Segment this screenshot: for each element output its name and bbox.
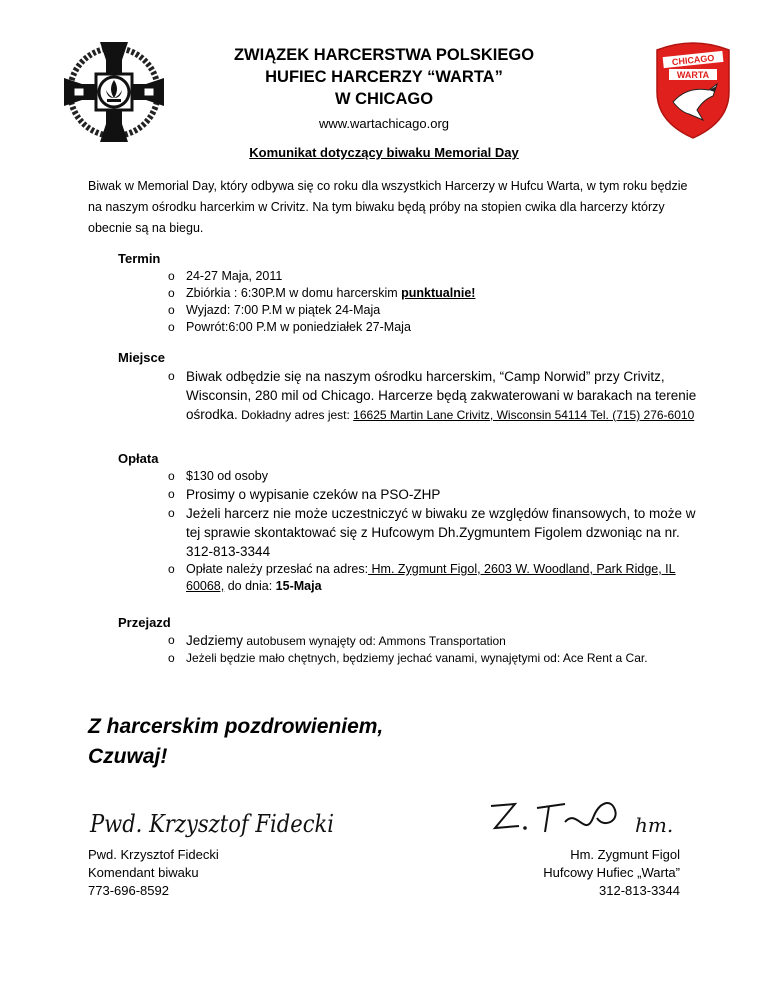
section-oplata (118, 451, 698, 595)
bullet-icon: o (168, 303, 175, 317)
list-item: o Jeżeli harcerz nie może uczestniczyć w biwaku ze względów finansowych, to może w tej sprawie skontaktować się z Hufcowym Dh.Zygmuntem Figolem dzwoniąc na nr. 312-813-3344 (168, 506, 696, 559)
city-name: W CHICAGO (334, 90, 434, 108)
bullet-icon: o (168, 320, 175, 334)
list-item: o Opłate należy przesłać na adres: Hm. Zygmunt Figol, 2603 W. Woodland, Park Ridge, IL 60068, do dnia: 15-Maja (168, 562, 676, 593)
intro-paragraph: Biwak w Memorial Day, który odbywa się co roku dla wszystkich Harcerzy w Hufcu Warta, w tym roku będzie na naszym ośrodku harcerkim w Crivitz. Na tym biwaku będą próby na stopien cwika dla harcerzy którzy obecnie są na biegu. (88, 179, 688, 235)
handwritten-signature-right (485, 788, 685, 844)
signer-name: Hm. Zygmunt Figol (570, 847, 680, 862)
svg-text:hm.: hm. (635, 813, 674, 837)
bullet-icon: o (168, 469, 175, 483)
signature-block-left (88, 846, 219, 900)
bullet-icon: o (168, 286, 175, 300)
bullet-icon: o (168, 562, 175, 576)
section-miejsce (118, 350, 698, 425)
shield-chicago-text: CHICAGO (671, 52, 715, 68)
list-item: o Jeżeli będzie mało chętnych, będziemy jechać vanami, wynajętymi od: Ace Rent a Car. (168, 651, 648, 665)
section-przejazd (118, 615, 698, 667)
handwritten-signature-left (88, 800, 338, 842)
section-title: Termin (118, 251, 161, 266)
letter-header (180, 44, 588, 131)
signer-name: Pwd. Krzysztof Fidecki (88, 847, 219, 862)
signer-phone: 773-696-8592 (88, 883, 169, 898)
bullet-icon: o (168, 487, 175, 501)
bullet-icon: o (168, 651, 175, 665)
signature-block-right (470, 846, 680, 900)
punctuality-emphasis: punktualnie! (401, 286, 476, 300)
list-item: o 24-27 Maja, 2011 (168, 269, 283, 283)
signer-phone: 312-813-3344 (599, 883, 680, 898)
scout-cross-emblem-icon (60, 38, 168, 146)
list-item: o Biwak odbędzie się na naszym ośrodku harcerskim, “Camp Norwid” przy Crivitz, Wisconsin, 280 mil od Chicago. Harcerze będą zakwaterowani w barakach na terenie ośrodka. Dokładny adres jest: 16625 Martin Lane Crivitz, Wisconsin 54114 Tel. (715) 276-6010 (168, 369, 697, 422)
subject-heading: Komunikat dotyczący biwaku Memorial Day (249, 145, 519, 160)
shield-warta-text: WARTA (676, 70, 710, 80)
website-text: www.wartachicago.org (318, 116, 450, 131)
unit-name: HUFIEC HARCERZY “WARTA” (265, 68, 503, 86)
section-title: Opłata (118, 451, 159, 466)
chicago-warta-eagle-shield-icon (653, 40, 733, 140)
list-item: o Zbiórkia : 6:30P.M w domu harcerskim punktualnie! (168, 286, 476, 300)
section-title: Miejsce (118, 350, 165, 365)
bullet-icon: o (168, 633, 175, 647)
list-item: o Jedziemy autobusem wynajęty od: Ammons Transportation (168, 633, 506, 648)
camp-address: 16625 Martin Lane Crivitz, Wisconsin 54114 Tel. (715) 276-6010 (353, 408, 695, 422)
payment-deadline: 15-Maja (275, 579, 322, 593)
section-title: Przejazd (118, 615, 171, 630)
list-item: o $130 od osoby (168, 469, 269, 483)
payment-address: Hm. Zygmunt Figol, 2603 W. Woodland, Park Ridge, IL 60068, (186, 562, 676, 593)
list-item: o Powrót:6:00 P.M w poniedziałek 27-Maja (168, 320, 411, 334)
closing-greeting (88, 712, 383, 772)
bullet-icon: o (168, 506, 175, 520)
list-item: o Wyjazd: 7:00 P.M w piątek 24-Maja (168, 303, 381, 317)
signer-role: Komendant biwaku (88, 865, 199, 880)
greeting-line: Czuwaj! (88, 745, 168, 768)
bullet-icon: o (168, 269, 175, 283)
signer-role: Hufcowy Hufiec „Warta” (543, 865, 680, 880)
bullet-icon: o (168, 369, 175, 383)
greeting-line: Z harcerskim pozdrowieniem, (88, 715, 384, 738)
list-item: o Prosimy o wypisanie czeków na PSO-ZHP (168, 487, 441, 502)
section-termin (118, 251, 698, 336)
svg-text:Pwd. Krzysztof Fidecki: Pwd. Krzysztof Fidecki (89, 810, 334, 838)
organization-name: ZWIĄZEK HARCERSTWA POLSKIEGO (233, 46, 535, 64)
